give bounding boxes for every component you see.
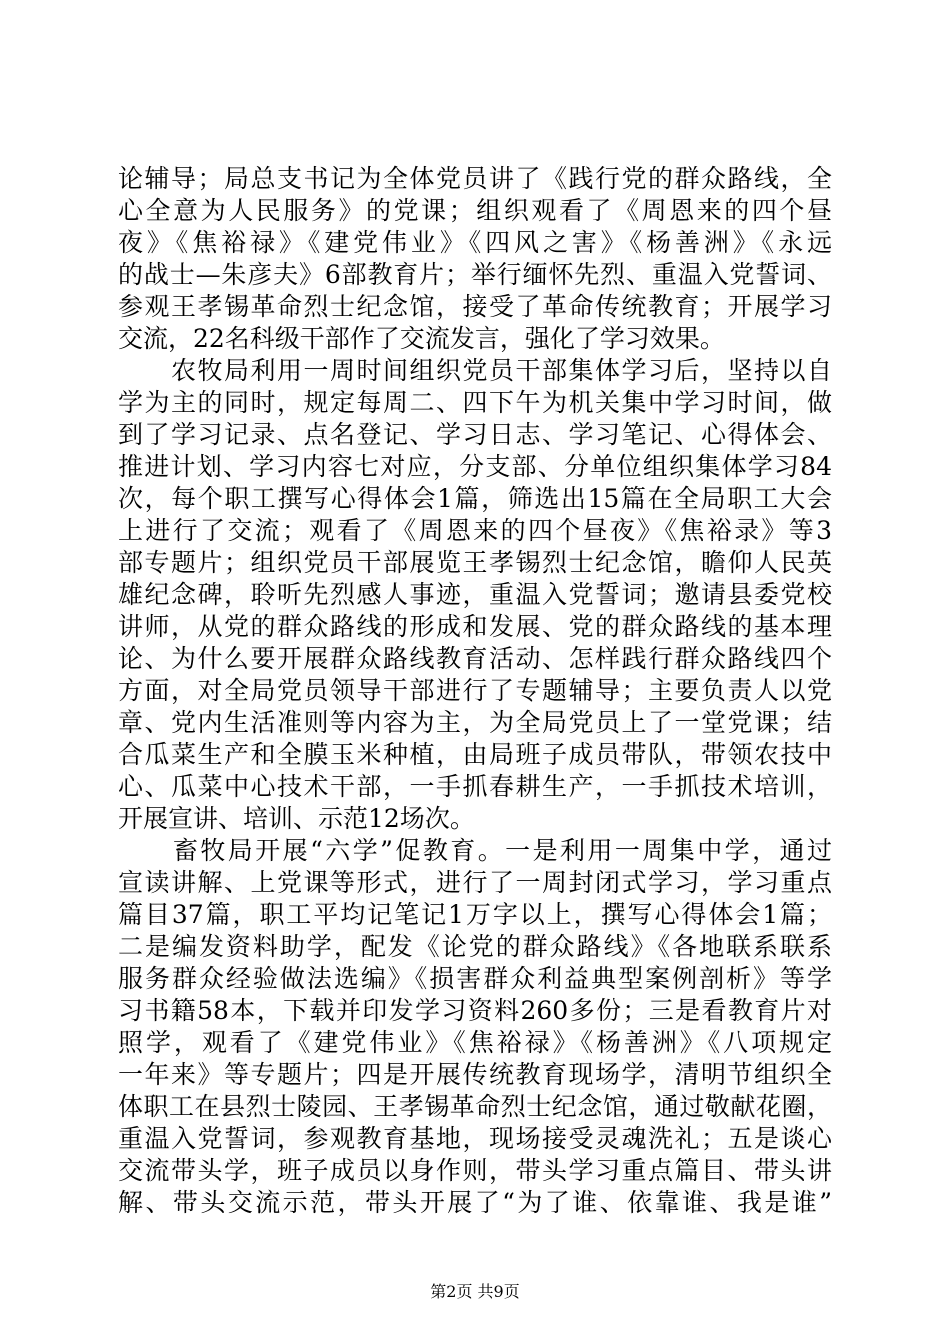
text-line: 章、党内生活准则等内容为主，为全局党员上了一堂党课；结 — [118, 708, 832, 737]
text-line: 服务群众经验做法选编》《损害群众利益典型案例剖析》等学 — [118, 964, 832, 993]
text-line: 的战士—朱彦夫》6部教育片；举行缅怀先烈、重温入党誓词、 — [118, 260, 832, 289]
text-line: 重温入党誓词，参观教育基地，现场接受灵魂洗礼；五是谈心 — [118, 1124, 832, 1153]
text-line: 参观王孝锡革命烈士纪念馆，接受了革命传统教育；开展学习 — [118, 292, 832, 321]
text-line: 畜牧局开展“六学”促教育。一是利用一周集中学，通过 — [118, 836, 832, 865]
text-line: 二是编发资料助学，配发《论党的群众路线》《各地联系联系 — [118, 932, 832, 961]
text-line: 体职工在县烈士陵园、王孝锡革命烈士纪念馆，通过敬献花圈， — [118, 1092, 832, 1121]
text-line: 推进计划、学习内容七对应，分支部、分单位组织集体学习84 — [118, 452, 832, 481]
text-line: 方面，对全局党员领导干部进行了专题辅导；主要负责人以党 — [118, 676, 832, 705]
text-line: 交流，22名科级干部作了交流发言，强化了学习效果。 — [118, 324, 725, 353]
text-line: 学为主的同时，规定每周二、四下午为机关集中学习时间，做 — [118, 388, 832, 417]
text-line: 交流带头学，班子成员以身作则，带头学习重点篇目、带头讲 — [118, 1156, 832, 1185]
text-line: 心全意为人民服务》的党课；组织观看了《周恩来的四个昼 — [118, 196, 832, 225]
text-line: 雄纪念碑，聆听先烈感人事迹，重温入党誓词；邀请县委党校 — [118, 580, 832, 609]
text-line: 次，每个职工撰写心得体会1篇，筛选出15篇在全局职工大会 — [118, 484, 832, 513]
page-number-footer: 第2页 共9页 — [430, 1282, 520, 1301]
text-line: 照学，观看了《建党伟业》《焦裕禄》《杨善洲》《八项规定 — [118, 1028, 832, 1057]
text-line: 合瓜菜生产和全膜玉米种植，由局班子成员带队，带领农技中 — [118, 740, 832, 769]
text-line: 一年来》等专题片；四是开展传统教育现场学，清明节组织全 — [118, 1060, 832, 1089]
text-line: 夜》《焦裕禄》《建党伟业》《四风之害》《杨善洲》《永远 — [118, 228, 832, 257]
text-line: 论辅导；局总支书记为全体党员讲了《践行党的群众路线，全 — [118, 164, 832, 193]
text-line: 解、带头交流示范，带头开展了“为了谁、依靠谁、我是谁” — [118, 1188, 832, 1217]
text-line: 农牧局利用一周时间组织党员干部集体学习后，坚持以自 — [118, 356, 832, 385]
text-line: 到了学习记录、点名登记、学习日志、学习笔记、心得体会、 — [118, 420, 832, 449]
text-line: 讲师，从党的群众路线的形成和发展、党的群众路线的基本理 — [118, 612, 832, 641]
text-line: 论、为什么要开展群众路线教育活动、怎样践行群众路线四个 — [118, 644, 832, 673]
text-line: 心、瓜菜中心技术干部，一手抓春耕生产，一手抓技术培训， — [118, 772, 832, 801]
text-line: 开展宣讲、培训、示范12场次。 — [118, 804, 475, 833]
text-line: 习书籍58本，下载并印发学习资料260多份；三是看教育片对 — [118, 996, 832, 1025]
text-line: 篇目37篇，职工平均记笔记1万字以上，撰写心得体会1篇； — [118, 900, 832, 929]
text-line: 上进行了交流；观看了《周恩来的四个昼夜》《焦裕录》等3 — [118, 516, 832, 545]
text-line: 部专题片；组织党员干部展览王孝锡烈士纪念馆，瞻仰人民英 — [118, 548, 832, 577]
text-line: 宣读讲解、上党课等形式，进行了一周封闭式学习，学习重点 — [118, 868, 832, 897]
